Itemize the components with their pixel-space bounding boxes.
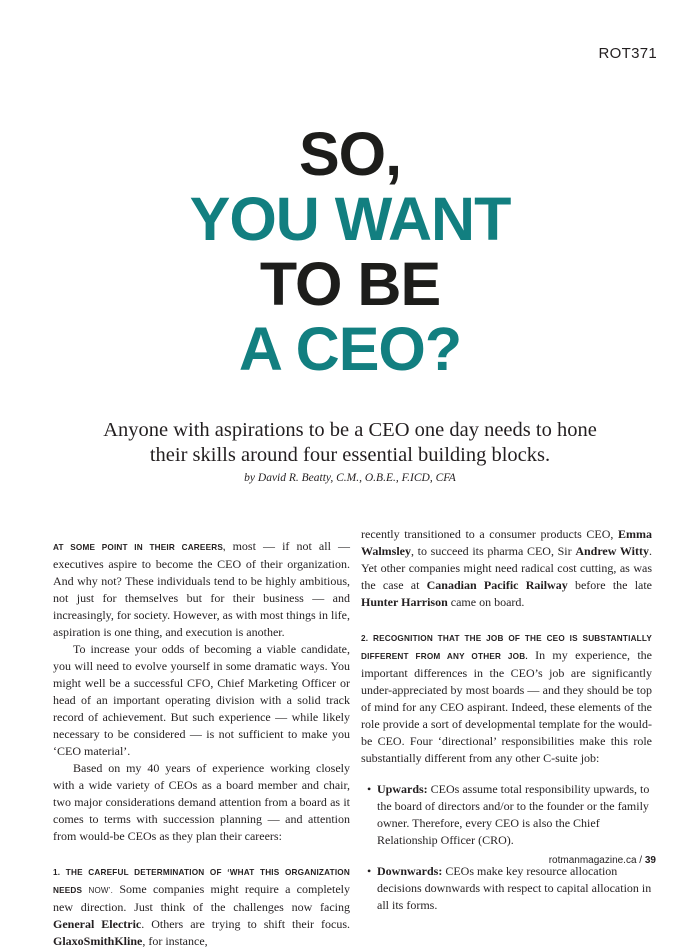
paragraph-continued bbox=[361, 526, 652, 611]
lead-in: 1. THE CAREFUL DETERMINATION OF ‘WHAT THIS ORGANIZATION NEEDS bbox=[53, 868, 350, 895]
company-name: Canadian Pacific Railway bbox=[426, 578, 568, 592]
text-run: came on board. bbox=[447, 595, 525, 609]
person-name: Andrew Witty bbox=[575, 544, 649, 558]
company-name: GlaxoSmithKline bbox=[53, 934, 143, 948]
headline-line-2: YOU WANT bbox=[189, 185, 511, 253]
right-column bbox=[361, 526, 652, 928]
text-run: before the late bbox=[567, 578, 653, 592]
bullet-term: Upwards: bbox=[377, 782, 428, 796]
paragraph-3: Based on my 40 years of experience working closely with a wide variety of CEOs as a board member and chair, two major considerations demand attention from a board as it comes to terms with succession planning — and attention from would-be CEOs as they plan their careers: bbox=[53, 761, 350, 843]
deck-line-2: their skills around four essential building blocks. bbox=[149, 444, 551, 466]
list-item bbox=[361, 781, 652, 849]
footer-separator: / bbox=[636, 855, 645, 866]
byline: by David R. Beatty, C.M., O.B.E., F.ICD, CFA bbox=[244, 472, 456, 484]
page-number: 39 bbox=[644, 855, 656, 866]
text-run: Some companies might require a completely new direction. Just think of the challenges now facing bbox=[53, 882, 350, 914]
footer-site: rotmanmagazine.ca bbox=[548, 855, 637, 866]
headline bbox=[0, 122, 700, 382]
text-run: , for instance, bbox=[142, 934, 208, 948]
lead-in-cont: NOW’. bbox=[88, 886, 114, 895]
paragraph-intro bbox=[53, 538, 350, 641]
bullet-text: CEOs assume total responsibility upwards, to the board of directors and/or to the founder or the family owner. Therefore, every CEO is also the Chief Relationship Officer (CRO). bbox=[377, 782, 650, 847]
paragraph-consideration-1 bbox=[53, 863, 350, 950]
headline-line-3: TO BE bbox=[259, 250, 441, 318]
headline-line-1: SO, bbox=[298, 120, 402, 188]
paragraph-2: To increase your odds of becoming a viable candidate, you will need to evolve yourself in some dramatic ways. You might well be a successful CFO, Chief Marketing Officer or head of an important operating division with a solid track record of achievement. But such experience — while likely necessary to be considered — is not sufficient to make you ‘CEO material’. bbox=[53, 642, 350, 758]
page-footer bbox=[549, 855, 656, 866]
text-run: . Yet other companies might need radical cost cutting, as was the case at bbox=[361, 544, 652, 592]
article-code: ROT371 bbox=[598, 45, 657, 62]
responsibility-list bbox=[361, 781, 652, 914]
bullet-term: Downwards: bbox=[377, 864, 443, 878]
text-run: . Others are trying to shift their focus. bbox=[141, 917, 350, 931]
deck bbox=[70, 418, 630, 468]
lead-in: AT SOME POINT IN THEIR CAREERS, bbox=[53, 543, 226, 552]
paragraph-text: most — if not all — executives aspire to become the CEO of their organization. And why not? These individuals tend to be highly ambitious, not just for themselves but for their business — and increasingly, for society. However, as with most things in life, aspiration is one thing, and execution is another. bbox=[53, 539, 350, 639]
person-name: Hunter Harrison bbox=[361, 595, 448, 609]
bullet-text: CEOs make key resource allocation decisions downwards with respect to capital allocation in all its forms. bbox=[377, 864, 652, 912]
paragraph-consideration-2 bbox=[361, 629, 652, 767]
person-name: Emma Walmsley bbox=[361, 527, 652, 558]
text-run: , to succeed its pharma CEO, Sir bbox=[411, 544, 576, 558]
list-item bbox=[361, 863, 652, 914]
lead-in: 2. RECOGNITION THAT THE JOB OF THE CEO IS SUBSTANTIALLY DIFFERENT FROM ANY OTHER JOB. bbox=[361, 634, 652, 661]
company-name: General Electric bbox=[53, 917, 142, 931]
deck-line-1: Anyone with aspirations to be a CEO one day needs to hone bbox=[103, 419, 597, 441]
paragraph-text: In my experience, the important differences in the CEO’s job are significantly under-appreciated by most boards — and they should be top of mind for any CEO aspirant. Indeed, these elements of the role provide a sort of developmental template for the would-be CEO. Four ‘directional’ responsibilities make this role substantially different from any other C-suite job: bbox=[361, 648, 652, 765]
left-column bbox=[53, 538, 350, 950]
headline-line-4: A CEO? bbox=[238, 315, 462, 383]
text-run: recently transitioned to a consumer products CEO, bbox=[361, 527, 618, 541]
